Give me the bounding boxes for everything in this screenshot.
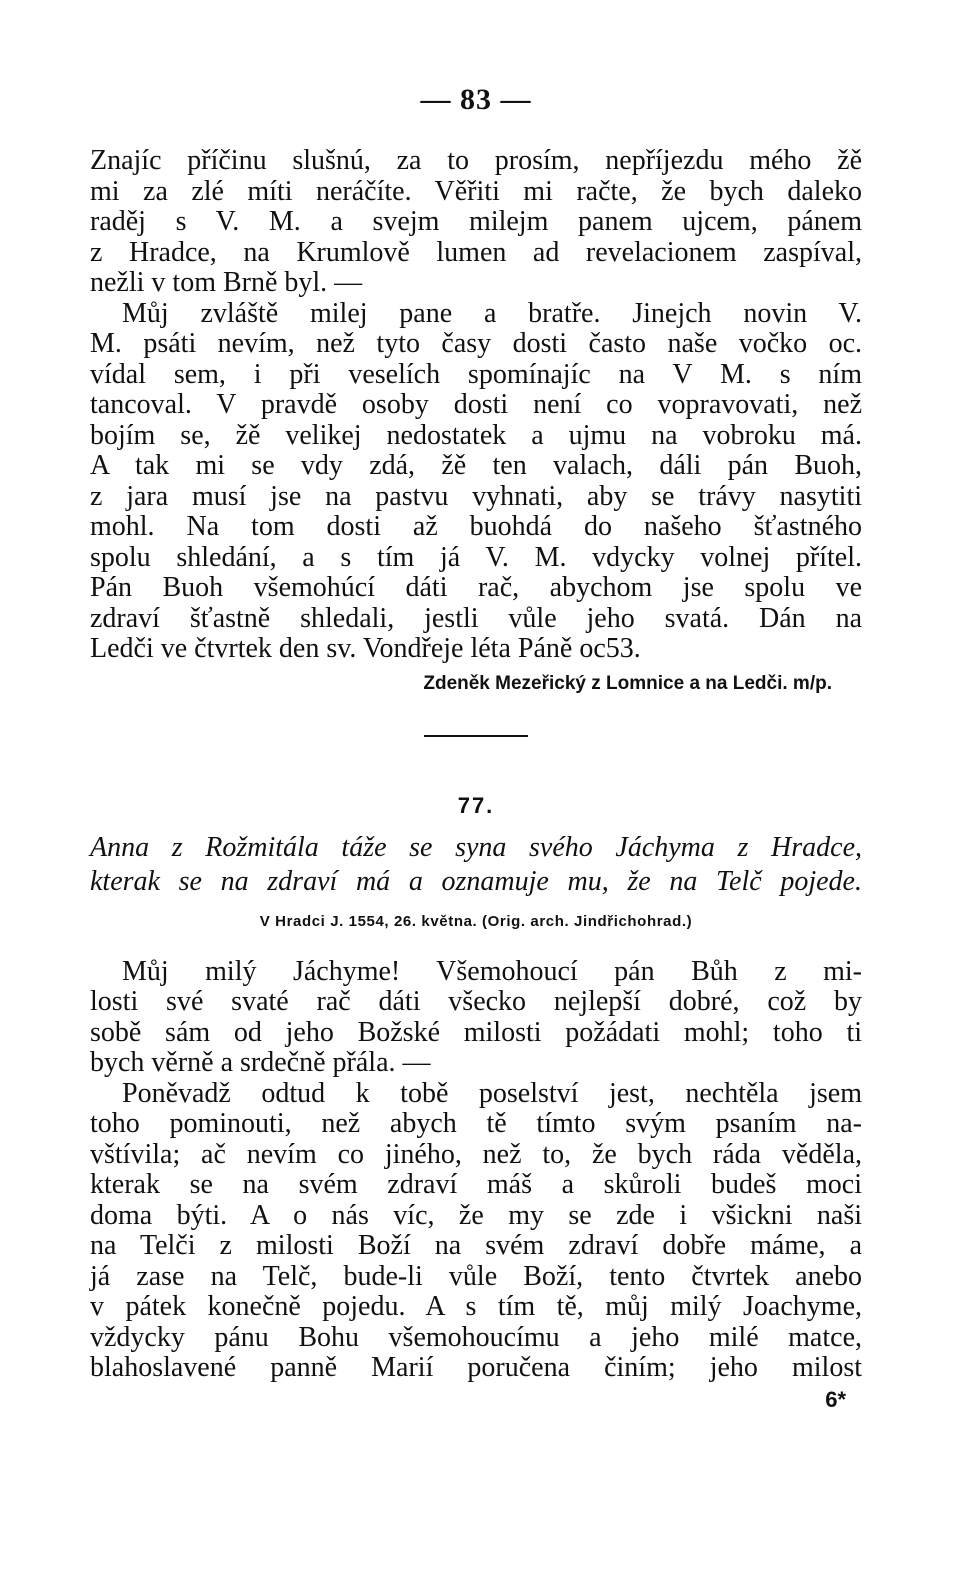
letter-1-paragraph-2 bbox=[90, 299, 862, 665]
text-line: Znajíc příčinu slušnú, za to prosím, nepříjezdu mého žě bbox=[90, 145, 862, 176]
book-page bbox=[90, 80, 862, 1414]
letter-1-text bbox=[90, 146, 862, 697]
text-line: zdraví šťastně shledali, jestli vůle jeho svatá. Dán na bbox=[90, 602, 862, 634]
text-line: kterak se na svém zdraví máš a skůroli budeš moci bbox=[90, 1169, 862, 1200]
letter-2-paragraph-1 bbox=[90, 957, 862, 1079]
heading-line: Anna z Rožmitála táže se syna svého Jáchyma z Hradce, bbox=[90, 831, 862, 863]
text-line: M. psáti nevím, než tyto časy dosti často naše vočko oc. bbox=[90, 328, 862, 359]
letter-2-source-note: V Hradci J. 1554, 26. května. (Orig. arch. Jindřichohrad.) bbox=[259, 912, 693, 930]
page-footer bbox=[90, 1384, 862, 1414]
text-line: Ledči ve čtvrtek den sv. Vondřeje léta Páně oc53. bbox=[90, 633, 641, 664]
text-line: nežli v tom Brně byl. — bbox=[90, 267, 363, 298]
text-line: doma býti. A o nás víc, že my se zde i všickni naši bbox=[90, 1199, 862, 1231]
text-line: vídal sem, i při veselích spomínajíc na V M. s ním bbox=[90, 358, 862, 390]
section-divider bbox=[424, 735, 528, 737]
page-number: — 83 — bbox=[420, 83, 532, 116]
text-line: já zase na Telč, bude-li vůle Boží, tento čtvrtek anebo bbox=[90, 1260, 862, 1292]
text-line: bojím se, žě velikej nedostatek a ujmu na vobroku má. bbox=[90, 419, 862, 451]
letter-1-paragraph-1 bbox=[90, 146, 862, 299]
text-line: mi za zlé míti neráčíte. Věřiti mi račte, že bych daleko bbox=[90, 175, 862, 207]
text-line: A tak mi se vdy zdá, žě ten valach, dáli pán Buoh, bbox=[90, 450, 862, 481]
heading-line: kterak se na zdraví má a oznamuje mu, že na Telč pojede. bbox=[90, 865, 862, 897]
signature-mark: 6* bbox=[825, 1386, 846, 1412]
text-line: bych věrně a srdečně přála. — bbox=[90, 1047, 431, 1078]
letter-2-heading bbox=[90, 831, 862, 899]
text-line: v pátek konečně pojedu. A s tím tě, můj milý Joachyme, bbox=[90, 1291, 862, 1322]
text-line: mohl. Na tom dosti až buohdá do našeho šťastného bbox=[90, 511, 862, 542]
text-line: blahoslavené panně Marií poručena činím; jeho milost bbox=[90, 1352, 862, 1383]
text-line: Můj milý Jáchyme! Všemohoucí pán Bůh z mi- bbox=[122, 955, 862, 987]
text-line: Můj zvláště milej pane a bratře. Jinejch novin V. bbox=[122, 297, 862, 329]
letter-2-text bbox=[90, 957, 862, 1384]
text-line: vštívila; ač nevím co jiného, než to, že bych ráda věděla, bbox=[90, 1138, 862, 1170]
text-line: vždycky pánu Bohu všemohoucímu a jeho milé matce, bbox=[90, 1321, 862, 1353]
text-line: na Telči z milosti Boží na svém zdraví dobře máme, a bbox=[90, 1230, 862, 1261]
text-line: sobě sám od jeho Božské milosti požádati mohl; toho ti bbox=[90, 1016, 862, 1048]
letter-1-signature: Zdeněk Mezeřický z Lomnice a na Ledči. m/p. bbox=[423, 672, 832, 694]
document-number: 77. bbox=[457, 792, 495, 818]
text-line: spolu shledání, a s tím já V. M. vdycky volnej přítel. bbox=[90, 541, 862, 573]
letter-2-paragraph-2 bbox=[90, 1079, 862, 1384]
text-line: z Hradce, na Krumlově lumen ad revelacionem zaspíval, bbox=[90, 236, 862, 268]
text-line: Pán Buoh všemohúcí dáti rač, abychom jse spolu ve bbox=[90, 572, 862, 603]
text-line: losti své svaté rač dáti všecko nejlepší dobré, což by bbox=[90, 986, 862, 1017]
text-line: tancoval. V pravdě osoby dosti není co vopravovati, než bbox=[90, 389, 862, 420]
text-line: Poněvadž odtud k tobě poselství jest, nechtěla jsem bbox=[122, 1077, 862, 1109]
text-line: z jara musí jse na pastvu vyhnati, aby se trávy nasytiti bbox=[90, 480, 862, 512]
text-line: toho pominouti, než abych tě tímto svým psaním na- bbox=[90, 1108, 862, 1139]
text-line: raděj s V. M. a svejm milejm panem ujcem, pánem bbox=[90, 206, 862, 237]
